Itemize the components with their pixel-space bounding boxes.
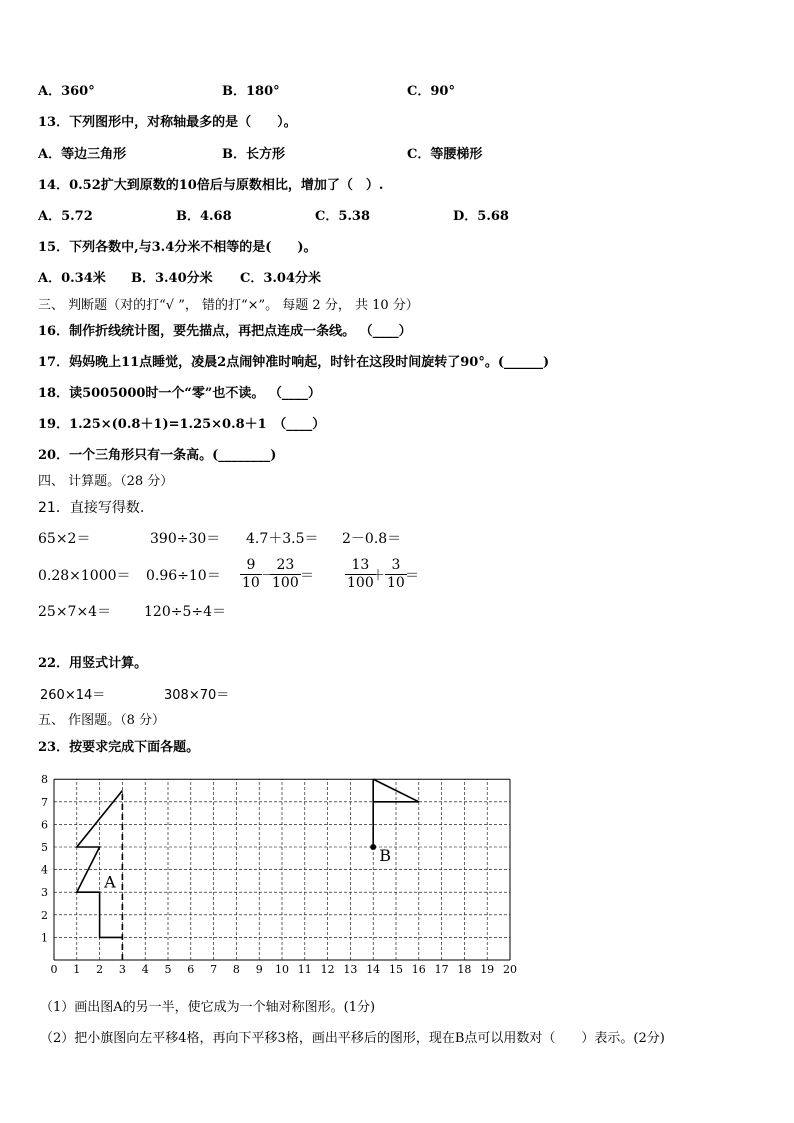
q13-option-c: C．等腰梯形 [407,147,483,162]
x-tick-label: 17 [434,963,449,976]
q23-part-1: （1）画出图A的另一半，使它成为一个轴对称图形。(1分) [40,1000,376,1015]
x-tick-label: 5 [164,963,172,976]
y-tick-label: 7 [41,795,48,809]
point-b-label: B [379,846,391,865]
q12-option-a: A．360° [38,84,95,99]
calc-7: 25×7×4＝ [38,604,112,620]
y-tick-label: 4 [41,863,48,877]
x-tick-label: 1 [73,963,81,976]
q16: 16．制作折线统计图，要先描点，再把点连成一条线。 （____） [38,324,412,339]
x-tick-label: 11 [297,963,312,976]
q14-option-c: C．5.38 [315,209,371,224]
q15-option-a: A．0.34米 [38,271,106,286]
y-tick-label: 3 [41,886,48,900]
vertical-calc-2: 308×70＝ [164,688,230,703]
y-tick-label: 6 [41,818,48,832]
q19: 19．1.25×(0.8＋1)=1.25×0.8＋1 （____） [38,417,326,432]
x-tick-label: 19 [480,963,495,976]
calc-8: 120÷5÷4＝ [144,604,226,620]
q13-stem: 13．下列图形中，对称轴最多的是（ ）。 [38,115,297,130]
x-tick-label: 0 [50,963,58,976]
point-b [370,844,376,850]
x-tick-label: 4 [141,963,149,976]
q15-option-c: C．3.04分米 [240,271,322,286]
fraction-13-100: $\frac{13}{100}$ [347,557,374,591]
x-tick-label: 10 [275,963,289,976]
vertical-calc-1: 260×14＝ [40,688,106,703]
x-tick-label: 3 [118,963,126,976]
y-tick-label: 1 [41,931,48,945]
q14-option-b: B．4.68 [176,209,232,224]
q15-stem: 15．下列各数中,与3.4分米不相等的是( )。 [38,240,317,255]
fraction-equals-1: ＝ [300,568,314,584]
q23-part-2: （2）把小旗图向左平移4格，再向下平移3格，画出平移后的图形，现在B点可以用数对（ ）表示。(2分) [40,1031,665,1046]
x-tick-label: 9 [255,963,263,976]
x-tick-label: 16 [411,963,426,976]
q17: 17．妈妈晚上11点睡觉，凌晨2点闹钟准时响起，时针在这段时间旋转了90°。(______) [38,355,550,370]
section-4-heading: 四、 计算题。（28 分） [38,474,174,489]
fraction-minus: － [261,568,275,584]
q18: 18．读5005000时一个“零”也不读。 （____） [38,386,321,401]
x-tick-label: 20 [503,963,517,976]
q13-option-b: B．长方形 [222,147,285,162]
y-tick-label: 8 [41,773,48,787]
q12-option-b: B．180° [222,84,280,99]
calc-1: 65×2＝ [38,531,91,547]
x-tick-label: 18 [457,963,472,976]
x-tick-label: 13 [343,963,358,976]
x-tick-label: 15 [389,963,403,976]
calc-4: 2－0.8＝ [342,531,402,547]
section-5-heading: 五、 作图题。（8 分） [38,713,166,728]
q13-option-a: A．等边三角形 [38,147,127,162]
y-tick-label: 5 [41,841,48,854]
q21-stem: 21．直接写得数. [38,500,145,516]
q14-option-a: A．5.72 [38,209,93,224]
q23-stem: 23．按要求完成下面各题。 [38,740,200,755]
calc-5: 0.28×1000＝ [38,568,131,584]
x-tick-label: 8 [232,963,240,976]
q22-stem: 22．用竖式计算。 [38,656,148,671]
x-tick-label: 6 [187,963,195,976]
calc-6: 0.96÷10＝ [146,568,221,584]
fraction-3-10: $\frac{3}{10}$ [387,557,405,591]
fraction-plus: ＋ [371,568,385,584]
shape-a-label: A [104,872,116,892]
q12-option-c: C．90° [407,84,455,99]
calc-3: 4.7＋3.5＝ [246,531,319,547]
q14-option-d: D．5.68 [453,209,509,224]
x-tick-label: 12 [320,963,335,976]
x-tick-label: 2 [96,963,104,976]
calc-2: 390÷30＝ [150,531,221,547]
section-3-heading: 三、 判断题（对的打“√ ”， 错的打“×”。 每题 2 分， 共 10 分） [38,298,419,313]
x-tick-label: 7 [210,963,218,976]
fraction-23-100: $\frac{23}{100}$ [272,557,299,591]
x-tick-label: 14 [366,963,381,976]
fraction-equals-2: ＝ [405,568,419,584]
y-tick-label: 2 [41,908,48,922]
q15-option-b: B．3.40分米 [131,271,213,286]
fraction-9-10: $\frac{9}{10}$ [242,557,260,591]
q20: 20．一个三角形只有一条高。(________) [38,448,277,463]
q14-stem: 14．0.52扩大到原数的10倍后与原数相比，增加了（ ）. [38,178,384,193]
coordinate-grid [36,766,526,978]
